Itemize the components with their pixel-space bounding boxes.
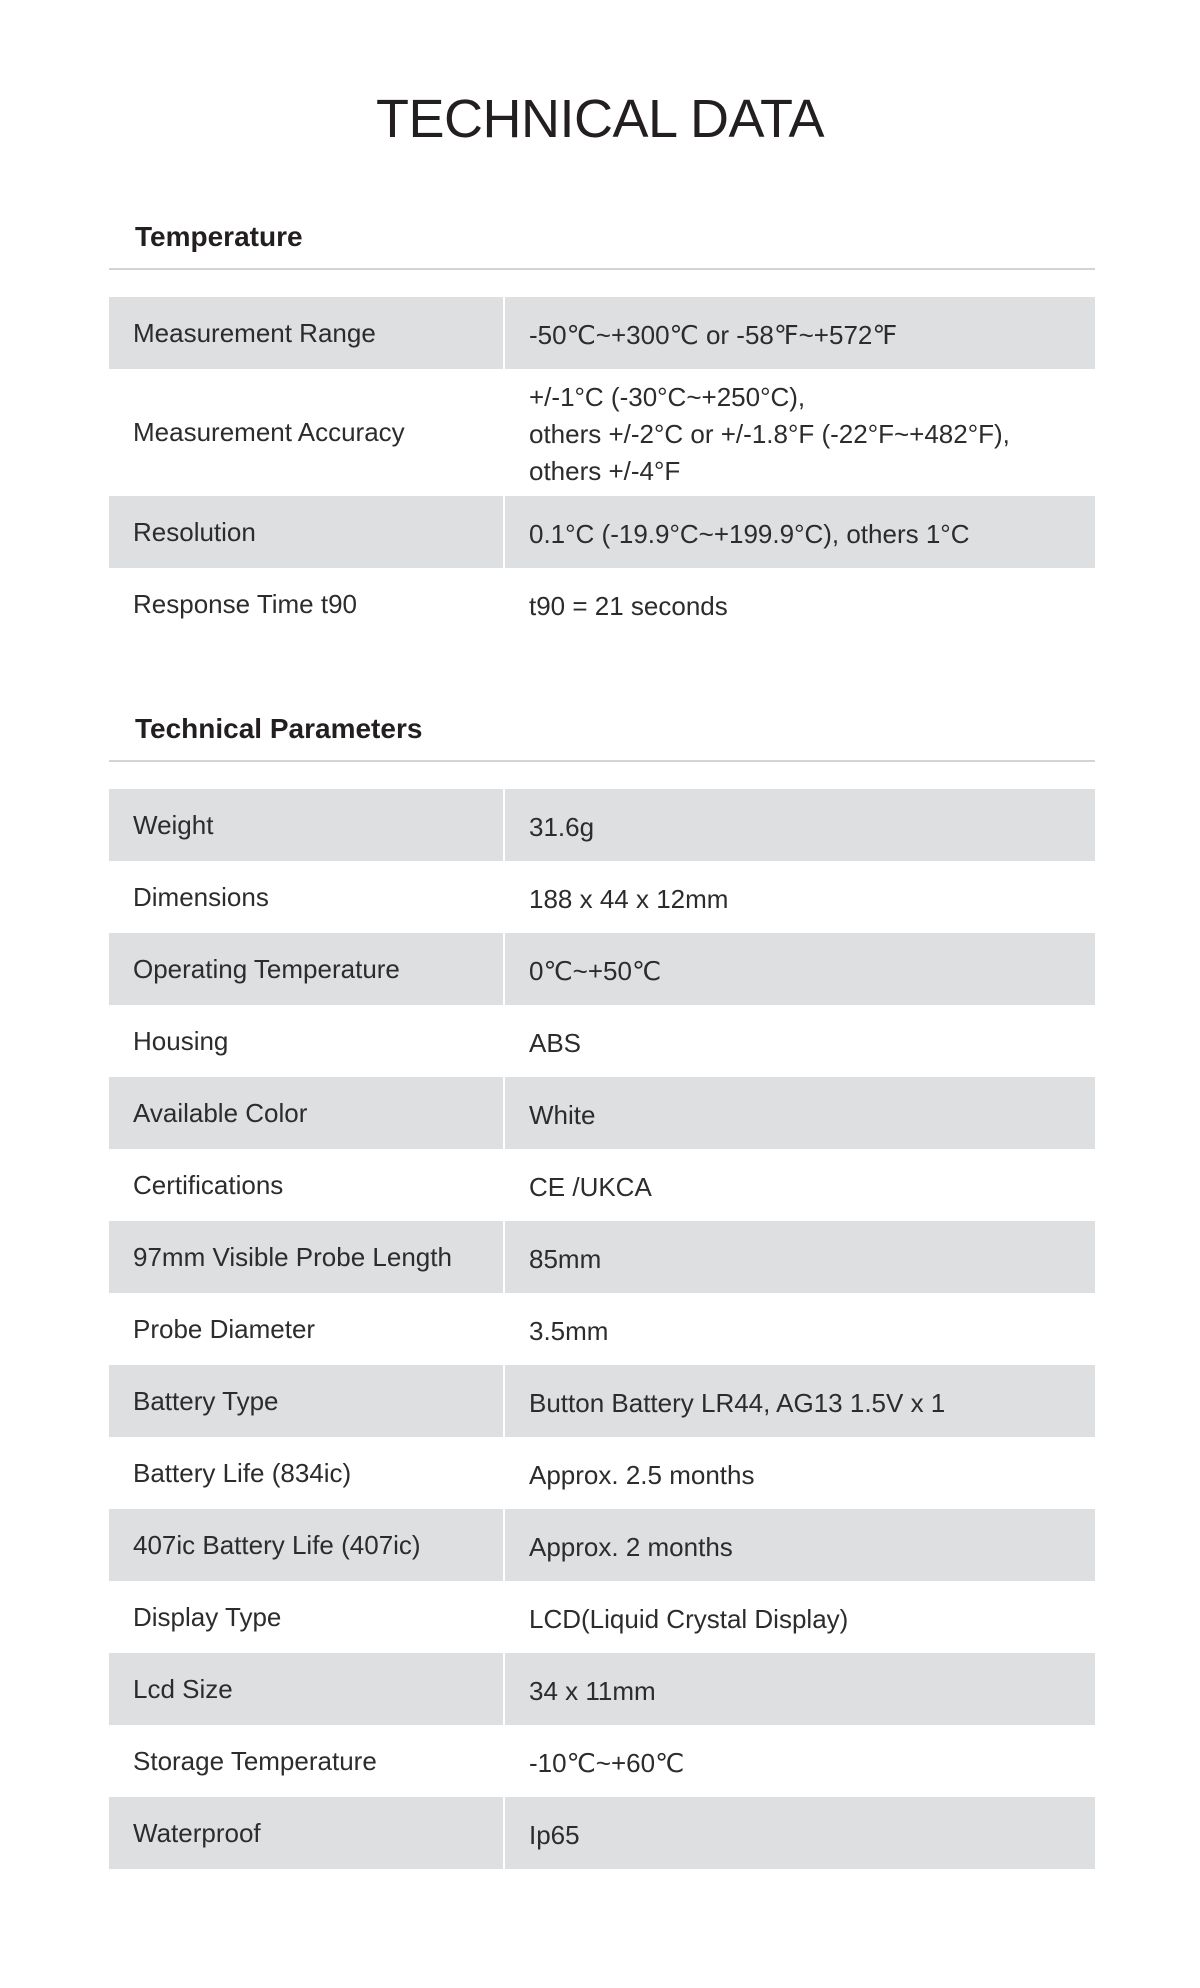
row-value: 0.1°C (-19.9°C~+199.9°C), others 1°C xyxy=(529,518,970,549)
table-row xyxy=(109,568,1095,640)
row-label: Housing xyxy=(133,1025,229,1056)
table-row xyxy=(109,861,1095,933)
row-label: Display Type xyxy=(133,1601,282,1632)
table-row xyxy=(109,496,1095,568)
row-label: Lcd Size xyxy=(109,1653,505,1725)
value-line: +/-1°C (-30°C~+250°C), xyxy=(529,382,806,412)
row-value: -50℃~+300℃ or -58℉~+572℉ xyxy=(529,319,898,350)
row-value: 3.5mm xyxy=(529,1315,609,1346)
section-heading: Temperature xyxy=(109,213,1095,270)
temperature-table xyxy=(109,297,1095,640)
row-label: Resolution xyxy=(109,496,505,568)
row-label: Available Color xyxy=(109,1077,505,1149)
table-row xyxy=(109,297,1095,369)
table-row xyxy=(109,1221,1095,1293)
table-row xyxy=(109,1581,1095,1653)
row-value: 188 x 44 x 12mm xyxy=(529,883,729,914)
row-value: White xyxy=(529,1099,596,1130)
row-value: t90 = 21 seconds xyxy=(529,590,728,621)
table-row xyxy=(109,933,1095,1005)
table-row xyxy=(109,1149,1095,1221)
row-value: 0℃~+50℃ xyxy=(529,955,662,986)
table-row xyxy=(109,789,1095,861)
table-row xyxy=(109,1293,1095,1365)
table-row xyxy=(109,1365,1095,1437)
row-value: -10℃~+60℃ xyxy=(529,1747,685,1778)
row-label: Storage Temperature xyxy=(133,1745,377,1776)
row-value: Ip65 xyxy=(529,1819,580,1850)
row-label: Battery Life (834ic) xyxy=(133,1457,352,1488)
row-value: LCD(Liquid Crystal Display) xyxy=(529,1603,849,1634)
value-line: others +/-4°F xyxy=(529,456,681,486)
technical-parameters-section xyxy=(109,705,1095,1869)
row-value: CE /UKCA xyxy=(529,1171,652,1202)
row-label: Certifications xyxy=(133,1169,284,1200)
table-row xyxy=(109,1725,1095,1797)
row-label: Response Time t90 xyxy=(133,588,358,619)
row-value: Button Battery LR44, AG13 1.5V x 1 xyxy=(529,1387,946,1418)
row-value: Approx. 2 months xyxy=(529,1531,733,1562)
row-value: Approx. 2.5 months xyxy=(529,1459,755,1490)
temperature-section xyxy=(109,213,1095,640)
section-heading: Technical Parameters xyxy=(109,705,1095,762)
row-value: 85mm xyxy=(529,1243,602,1274)
table-row xyxy=(109,1797,1095,1869)
value-line: others +/-2°C or +/-1.8°F (-22°F~+482°F), xyxy=(529,419,1010,449)
table-row xyxy=(109,369,1095,496)
row-label: Dimensions xyxy=(133,881,269,912)
row-value: 31.6g xyxy=(529,811,595,842)
technical-parameters-table xyxy=(109,789,1095,1869)
row-label: Probe Diameter xyxy=(133,1313,316,1344)
row-value xyxy=(505,375,1095,490)
table-row xyxy=(109,1509,1095,1581)
row-label: Measurement Range xyxy=(109,297,505,369)
page-title: TECHNICAL DATA xyxy=(375,89,825,149)
table-row xyxy=(109,1437,1095,1509)
row-label: Operating Temperature xyxy=(109,933,505,1005)
row-value: 34 x 11mm xyxy=(529,1675,656,1706)
table-row xyxy=(109,1005,1095,1077)
row-label: Waterproof xyxy=(109,1797,505,1869)
table-row xyxy=(109,1653,1095,1725)
row-label: Weight xyxy=(109,789,505,861)
row-label: 407ic Battery Life (407ic) xyxy=(109,1509,505,1581)
row-value: ABS xyxy=(529,1027,582,1058)
table-row xyxy=(109,1077,1095,1149)
row-label: 97mm Visible Probe Length xyxy=(109,1221,505,1293)
row-label: Measurement Accuracy xyxy=(133,417,405,447)
row-label: Battery Type xyxy=(109,1365,505,1437)
